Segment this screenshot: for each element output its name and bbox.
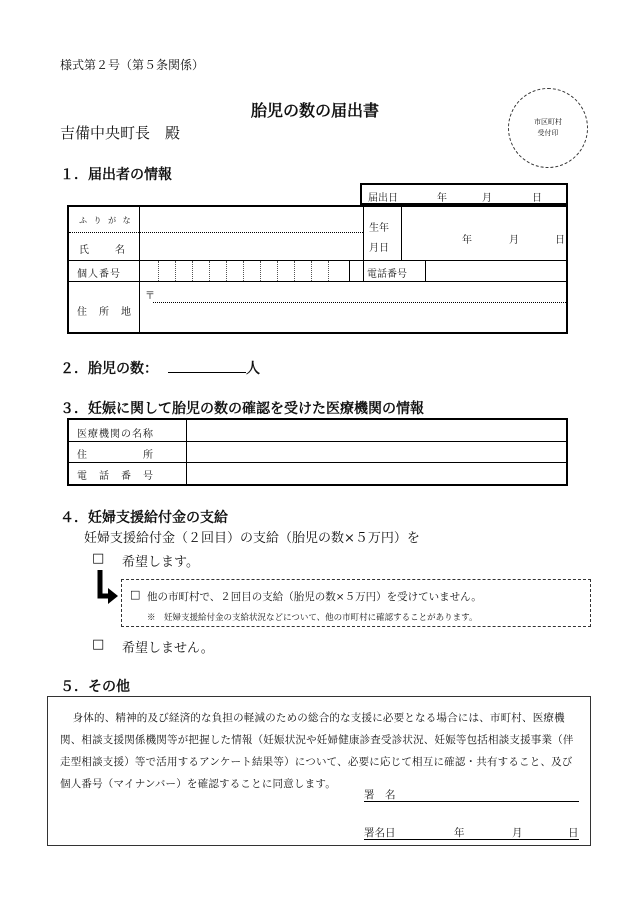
fetus-count-input[interactable] <box>168 372 246 373</box>
section5-title: ５．その他 <box>60 679 130 695</box>
section4-title: ４．妊婦支援給付金の支給 <box>60 510 228 526</box>
filing-date-field[interactable] <box>360 183 568 205</box>
sign-date-day-unit: 日 <box>568 827 579 839</box>
section2-title: ２．胎児の数： <box>60 361 158 377</box>
filing-date-label: 届出日 <box>368 193 398 204</box>
personal-number-input[interactable] <box>141 261 348 281</box>
date-day-unit: 日 <box>532 193 542 204</box>
hospital-address-label: 住 所 <box>77 450 154 461</box>
sign-date-label: 署名日 <box>364 827 396 839</box>
sign-date-month-unit: 月 <box>512 827 523 839</box>
birth-label-2: 月日 <box>369 243 389 254</box>
hospital-phone-input[interactable] <box>188 463 564 483</box>
sub-option-note: ※ 妊婦支援給付金の支給状況などについて、他の市町村に確認することがあります。 <box>147 613 478 623</box>
phone-input[interactable] <box>427 261 564 281</box>
page-title: 胎児の数の届出書 <box>250 101 379 120</box>
support-question: 妊婦支援給付金（２回目）の支給（胎児の数×５万円）を <box>84 531 420 546</box>
name-label: 氏 名 <box>79 245 127 256</box>
sub-option-label: 他の市町村で、２回目の支給（胎児の数×５万円）を受けていません。 <box>147 591 482 603</box>
birthdate-input[interactable] <box>403 209 563 257</box>
birth-year-unit: 年 <box>462 235 472 246</box>
section3-title: ３．妊娠に関して胎児の数の確認を受けた医療機関の情報 <box>60 401 424 417</box>
address-input[interactable] <box>159 283 564 331</box>
hospital-name-input[interactable] <box>188 421 564 441</box>
reception-stamp-area <box>508 88 588 168</box>
hospital-info-table <box>67 418 568 486</box>
sign-date-input[interactable] <box>364 839 579 840</box>
postal-mark: 〒 <box>145 291 155 302</box>
option-yes-checkbox[interactable]: □ <box>92 551 105 566</box>
sign-date-year-unit: 年 <box>454 827 465 839</box>
furigana-input[interactable] <box>141 209 361 231</box>
hospital-name-label: 医療機関の名称 <box>77 429 154 440</box>
name-input[interactable] <box>141 234 361 258</box>
option-no-label: 希望しません。 <box>122 641 214 656</box>
sub-option-checkbox[interactable]: □ <box>130 588 141 601</box>
consent-text: 身体的、精神的及び経済的な負担の軽減のための総合的な支援に必要となる場合には、市町村、医療機関、相談支援関係機関等が把握した情報（妊娠状況や妊婦健康診査受診状況、妊娠等包括相談支援事業（伴走型相談支援）等で活用するアンケート結果等）について、必要に応じて相互に確認・共有すること、及び個人番号（マイナンバー）を確認することに同意します。 <box>60 712 574 790</box>
birth-day-unit: 日 <box>555 235 565 246</box>
phone-label: 電話番号 <box>367 269 407 280</box>
option-yes-label: 希望します。 <box>122 555 199 570</box>
applicant-info-table <box>67 205 568 334</box>
consent-box <box>47 696 591 846</box>
fetus-count-unit: 人 <box>246 361 260 377</box>
addressee: 吉備中央町長 殿 <box>60 124 181 142</box>
date-month-unit: 月 <box>482 193 492 204</box>
birth-label-1: 生年 <box>369 223 389 234</box>
furigana-label: ふ り が な <box>79 216 133 225</box>
birth-month-unit: 月 <box>509 235 519 246</box>
stamp-text-line2: 受付印 <box>537 129 559 137</box>
signature-label: 署 名 <box>364 789 396 801</box>
personal-number-label: 個人番号 <box>77 269 121 280</box>
address-label: 住 所 地 <box>77 307 132 318</box>
hospital-address-input[interactable] <box>188 442 564 462</box>
sub-condition-box <box>121 579 591 627</box>
hospital-phone-label: 電 話 番 号 <box>77 471 154 482</box>
arrow-down-right-icon <box>93 570 121 610</box>
signature-input[interactable] <box>364 801 579 802</box>
section1-title: １．届出者の情報 <box>60 167 172 183</box>
option-no-checkbox[interactable]: □ <box>92 637 105 652</box>
form-number: 様式第２号（第５条関係） <box>60 58 205 72</box>
date-year-unit: 年 <box>437 193 447 204</box>
stamp-text-line1: 市区町村 <box>534 118 562 126</box>
